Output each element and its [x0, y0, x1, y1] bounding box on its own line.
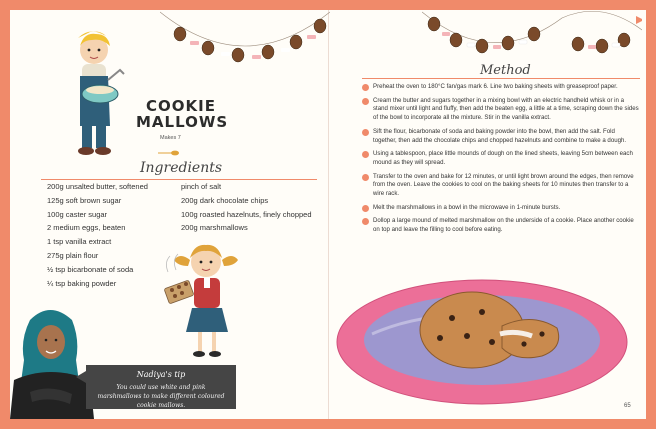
page-gutter [328, 10, 329, 419]
ingredient-item: 1 tsp vanilla extract [47, 237, 112, 247]
ingredient-item: ½ tsp bicarbonate of soda [47, 264, 134, 274]
spoon-icon [158, 143, 180, 161]
bullet-icon [362, 84, 369, 91]
bullet-icon [362, 218, 369, 225]
boy-with-bowl-illustration [60, 26, 132, 161]
book-spread [10, 10, 646, 419]
tip-text: You could use white and pink marshmallows to make different coloured cookie mallows. [97, 384, 225, 409]
bullet-icon [362, 98, 369, 105]
bullet-icon [362, 174, 369, 181]
step-text: Using a tablespoon, place little mounds of dough on the lined sheets, leaving 5cm between each mound as they will spread. [373, 150, 633, 166]
method-step [362, 217, 640, 234]
bullet-icon [362, 205, 369, 212]
ingredient-item: 125g soft brown sugar [47, 195, 122, 205]
method-step [362, 173, 640, 199]
ingredient-item: 200g marshmallows [181, 223, 248, 233]
method-step [362, 150, 640, 167]
ingredient-item: 200g unsalted butter, softened [47, 182, 148, 191]
method-step [362, 204, 640, 213]
step-text: Cream the butter and sugars together in a mixing bowl with an electric handheld whisk or in a stand mixer until light and fluffy, then add the beaten egg, a little at a time, scraping down the sides of the bowl to incorporate all the mixture. Stir in the vanilla extract. [373, 96, 639, 122]
cookie-garland-left [160, 10, 330, 70]
method-step [362, 128, 640, 145]
step-text: Preheat the oven to 180°C fan/gas mark 6. Line two baking sheets with greaseproof paper. [373, 83, 618, 90]
ingredient-item: 200g dark chocolate chips [181, 195, 269, 205]
ingredient-item: ¼ tsp baking powder [47, 278, 117, 288]
method-step [362, 97, 640, 123]
recipe-title-line2: MALLOWS [136, 113, 229, 131]
ingredient-item: 2 medium eggs, beaten [47, 223, 126, 233]
method-step [362, 83, 640, 92]
tip-title: Nadiya's tip [136, 370, 186, 379]
bullet-icon [362, 129, 369, 136]
ingredient-item: 275g plain flour [47, 250, 99, 260]
ingredient-item: 100g caster sugar [47, 209, 108, 219]
method-heading: Method [480, 63, 531, 78]
ingredient-item: pinch of salt [181, 182, 222, 191]
nadiya-photo [10, 300, 94, 419]
step-text: Sift the flour, bicarbonate of soda and baking powder into the bowl, then add the salt. Fold together, then add the chocolate chips and chopped hazelnuts and combine to make a dough. [373, 127, 627, 144]
method-divider [362, 78, 640, 79]
recipe-title-line1: COOKIE [146, 97, 216, 115]
ingredients-heading: Ingredients [140, 160, 223, 176]
recipe-title [136, 97, 229, 131]
cookie-garland-right [422, 10, 642, 70]
ingredients-column-1 [47, 180, 148, 290]
makes-count: Makes 7 [160, 135, 181, 141]
girl-with-tray-illustration [160, 232, 250, 362]
bullet-icon [362, 151, 369, 158]
method-steps [362, 83, 640, 240]
page-number: 65 [624, 403, 631, 409]
ingredient-item: 100g roasted hazelnuts, finely chopped [181, 209, 312, 219]
step-text: Melt the marshmallows in a bowl in the microwave in 1-minute bursts. [373, 203, 561, 211]
nadiyas-tip-box [86, 365, 236, 409]
step-text: Transfer to the oven and bake for 12 minutes, or until light brown around the edges, then remove from the oven. Leave the cookies to cool on the baking sheets for 10 minutes then transfer to a wire rack. [373, 172, 634, 198]
cookie-half-icon [500, 319, 559, 357]
ingredients-column-2 [181, 180, 312, 235]
cookie-plate-illustration [332, 272, 632, 412]
step-text: Dollop a large mound of melted marshmallow on the underside of a cookie. Place another cookie on top and leave the filling to cool before eating. [373, 217, 634, 234]
